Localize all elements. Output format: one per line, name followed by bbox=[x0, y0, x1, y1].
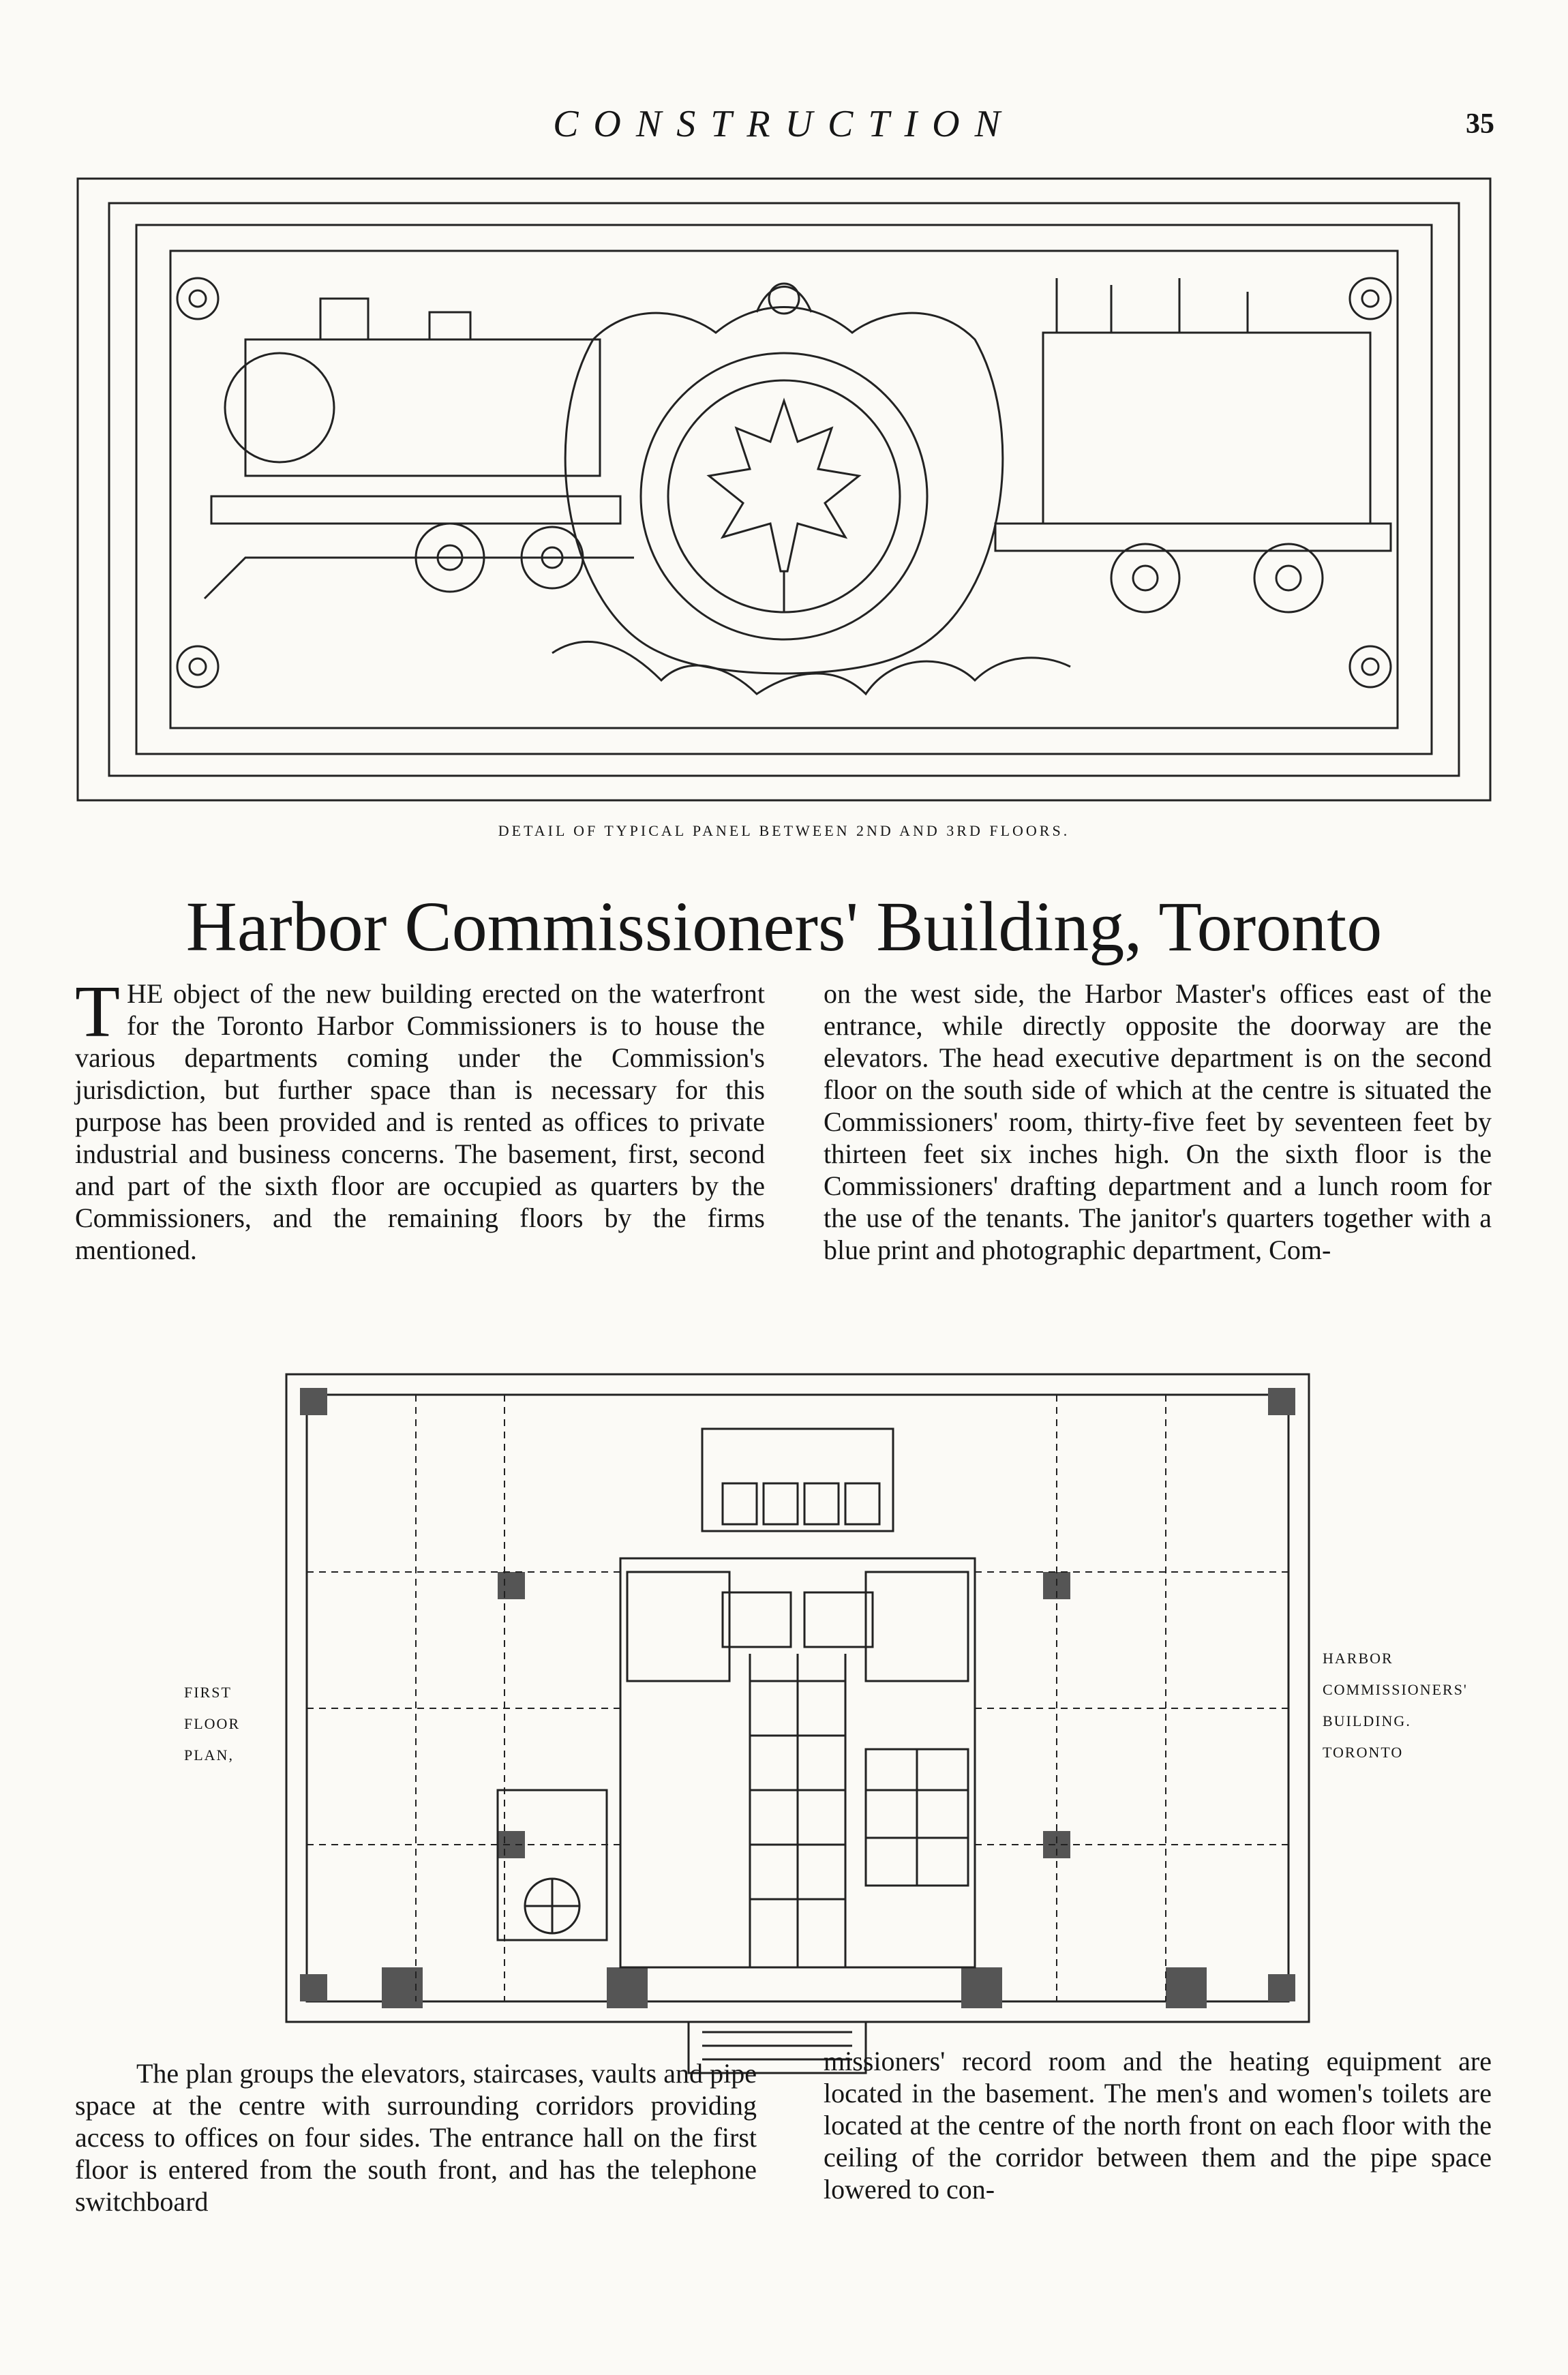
article-column-right-bottom bbox=[824, 2045, 1492, 2205]
running-title: CONSTRUCTION bbox=[553, 103, 1015, 145]
panel-illustration bbox=[75, 176, 1493, 803]
plan-label-left-line: FIRST bbox=[184, 1684, 232, 1701]
plan-label-right-line: COMMISSIONERS' bbox=[1323, 1681, 1468, 1698]
panel-caption: DETAIL OF TYPICAL PANEL BETWEEN 2ND AND 3RD FLOORS. bbox=[498, 822, 1070, 839]
article-paragraph-2: on the west side, the Harbor Master's offices east of the entrance, while directly opposite the doorway are the elevators. The head executive department is on the second floor on the south side of which at the centre is situated the Commissioners' room, thirty-five feet by seventeen feet by thirteen feet six inches high. On the sixth floor is the Commissioners' drafting department and a lunch room for the use of the tenants. The janitor's quarters together with a blue print and photographic department, Com- bbox=[824, 978, 1492, 1265]
article-column-left bbox=[75, 971, 765, 1266]
article-column-left-bottom bbox=[75, 2057, 757, 2218]
article-title: Harbor Commissioners' Building, Toronto bbox=[185, 888, 1383, 966]
plan-label-left-line: FLOOR bbox=[184, 1715, 241, 1732]
floor-plan-drawing bbox=[280, 1367, 1316, 2076]
plan-label-right bbox=[1323, 1643, 1513, 1768]
drop-cap: T bbox=[75, 971, 120, 1053]
article-paragraph-1: HE object of the new building erected on the waterfront for the Toronto Harbor Commissioners is to house the various departments coming under the Commission's jurisdiction, but further space than is necessary for this purpose has been provided and is rented as offices to private industrial and business concerns. The basement, first, second and part of the sixth floor are occupied as quarters by the Commissioners, and the remaining floors by the firms mentioned. bbox=[75, 978, 765, 1265]
page-number: 35 bbox=[1466, 108, 1494, 140]
article-paragraph-4: missioners' record room and the heating equipment are located in the basement. The men's and women's toilets are located at the centre of the north front on each floor with the ceiling of the corridor between them and the pipe space lowered to con- bbox=[824, 2046, 1492, 2205]
plan-label-right-line: TORONTO bbox=[1323, 1744, 1404, 1761]
plan-label-left-line: PLAN, bbox=[184, 1746, 234, 1764]
article-paragraph-3: The plan groups the elevators, staircases, vaults and pipe space at the centre with surrounding corridors providing access to offices on four sides. The entrance hall on the first floor is entered from the south front, and has the telephone switchboard bbox=[75, 2058, 757, 2217]
plan-label-right-line: HARBOR bbox=[1323, 1650, 1393, 1667]
article-column-right bbox=[824, 978, 1492, 1266]
plan-label-left bbox=[184, 1677, 273, 1771]
plan-label-right-line: BUILDING. bbox=[1323, 1712, 1411, 1729]
